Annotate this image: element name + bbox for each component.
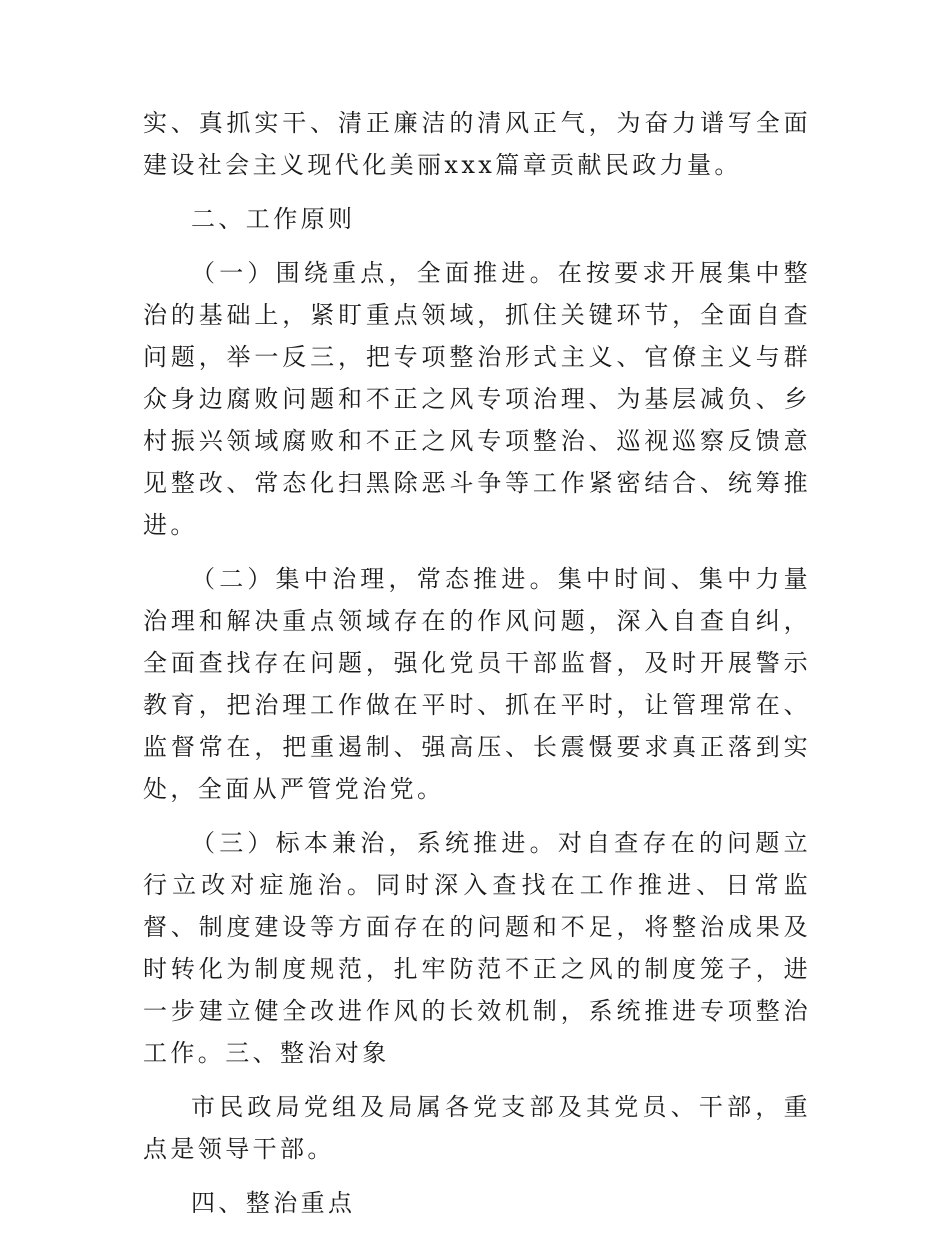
paragraph-principle-3: （三）标本兼治，系统推进。对自查存在的问题立行立改对症施治。同时深入查找在工作推进、日常监督、制度建设等方面存在的问题和不足，将整治成果及时转化为制度规范，扎牢防范不正之风的制度笼子，进一步建立健全改进作风的长效机制，系统推进专项整治工作。三、整治对象 xyxy=(143,829,811,1067)
document-body xyxy=(143,102,811,1236)
section-heading-work-principles: 二、工作原则 xyxy=(191,205,356,233)
paragraph-principle-1: （一）围绕重点，全面推进。在按要求开展集中整治的基础上，紧盯重点领域，抓住关键环节，全面自查问题，举一反三，把专项整治形式主义、官僚主义与群众身边腐败问题和不正之风专项治理、为基层减负、乡村振兴领域腐败和不正之风专项整治、巡视巡察反馈意见整改、常态化扫黑除恶斗争等工作紧密结合、统筹推进。 xyxy=(143,259,811,539)
paragraph-targets: 市民政局党组及局属各党支部及其党员、干部，重点是领导干部。 xyxy=(143,1093,811,1163)
paragraph-principle-2: （二）集中治理，常态推进。集中时间、集中力量治理和解决重点领域存在的作风问题，深入自查自纠，全面查找存在问题，强化党员干部监督，及时开展警示教育，把治理工作做在平时、抓在平时，让管理常在、监督常在，把重遏制、强高压、长震慑要求真正落到实处，全面从严管党治党。 xyxy=(143,565,811,803)
paragraph-continuation: 实、真抓实干、清正廉洁的清风正气，为奋力谱写全面建设社会主义现代化美丽xxx篇章贡献民政力量。 xyxy=(143,109,811,179)
section-heading-focus: 四、整治重点 xyxy=(191,1189,356,1217)
